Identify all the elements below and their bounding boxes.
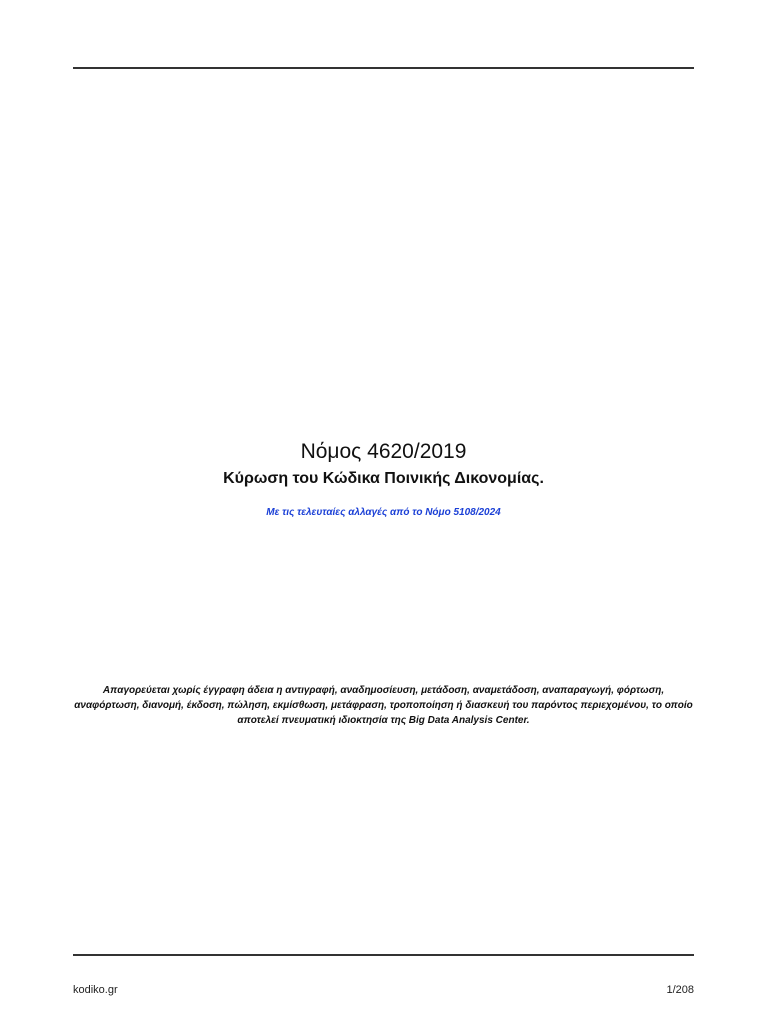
title-block [73,438,694,520]
footer-site-name: kodiko.gr [73,984,118,996]
copyright-notice [73,683,694,728]
page-number: 1/208 [666,984,694,996]
amendment-link[interactable]: Με τις τελευταίες αλλαγές από το Νόμο 5108/2024 [266,507,501,518]
copyright-text: Απαγορεύεται χωρίς έγγραφη άδεια η αντιγραφή, αναδημοσίευση, μετάδοση, αναμετάδοση, αναπαραγωγή, φόρτωση, αναφόρτωση, διανομή, έκδοση, πώληση, εκμίσθωση, μετάφραση, τροποποίηση ή διασκευή του παρόντος περιεχομένου, το οποίο αποτελεί πνευματική ιδιοκτησία της [74,685,693,726]
footer-rule [73,954,694,956]
copyright-owner: Big Data Analysis Center. [408,715,530,726]
document-title: Νόμος 4620/2019 [300,440,467,463]
header-rule [73,67,694,69]
document-subtitle: Κύρωση του Κώδικα Ποινικής Δικονομίας. [223,470,544,487]
